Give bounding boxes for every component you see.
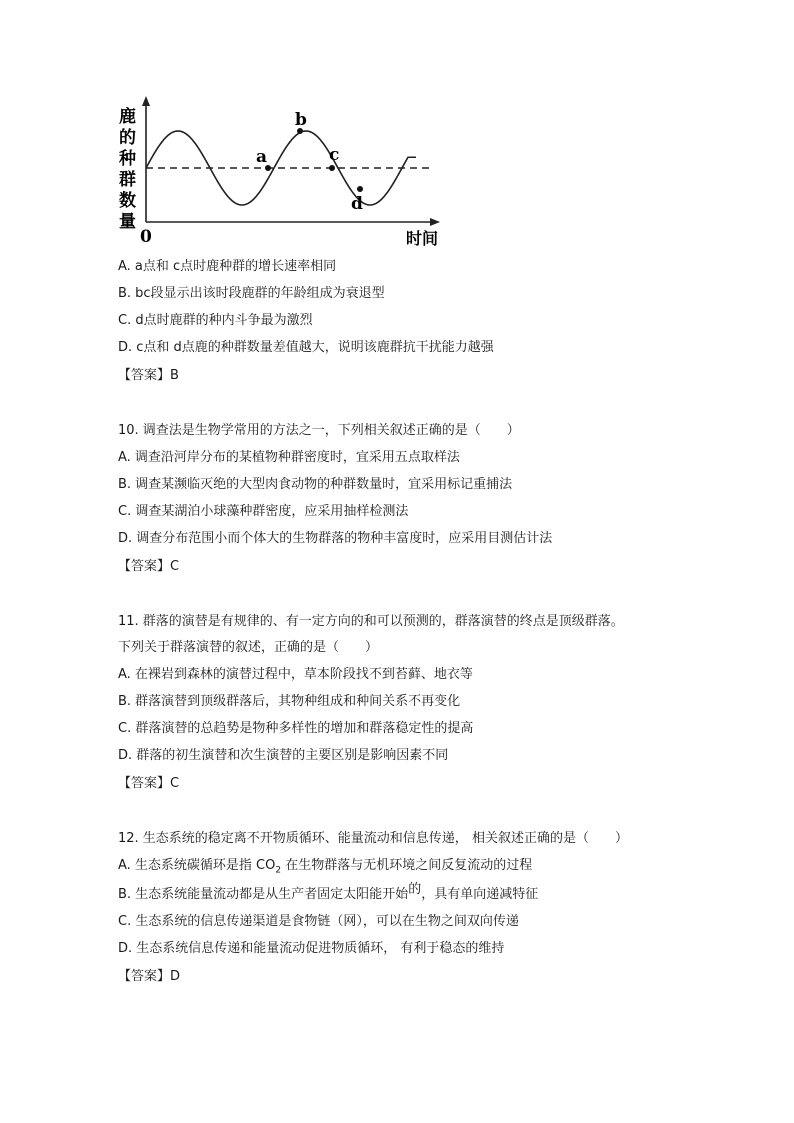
point-a-label: a bbox=[256, 147, 268, 167]
q12-option-b-text-rest: ，具有单向递减特征 bbox=[421, 887, 539, 902]
y-axis-label-char: 种 bbox=[119, 149, 136, 169]
y-axis-label-char: 鹿 bbox=[119, 107, 136, 127]
q9-answer: 【答案】B bbox=[118, 368, 179, 383]
q11-option-d: D. 群落的初生演替和次生演替的主要区别是影响因素不同 bbox=[118, 748, 449, 763]
q10-answer: 【答案】C bbox=[118, 559, 180, 574]
point-c-label: c bbox=[329, 145, 340, 165]
q11-option-c: C. 群落演替的总趋势是物种多样性的增加和群落稳定性的提高 bbox=[118, 721, 474, 736]
q12-option-b-raised: 的 bbox=[408, 882, 422, 897]
point-d-marker bbox=[357, 186, 363, 192]
q12-option-c: C. 生态系统的信息传递渠道是食物链（网），可以在生物之间双向传递 bbox=[118, 914, 519, 929]
point-b-label: b bbox=[295, 110, 307, 130]
q10-option-b: B. 调查某濒临灭绝的大型肉食动物的种群数量时，宜采用标记重捕法 bbox=[118, 477, 513, 492]
y-axis-arrow bbox=[142, 96, 150, 106]
point-d-label: d bbox=[351, 194, 363, 214]
x-axis-arrow bbox=[430, 218, 440, 226]
q10-stem: 10. 调查法是生物学常用的方法之一，下列相关叙述正确的是（ ） bbox=[118, 423, 520, 438]
q11-answer: 【答案】C bbox=[118, 776, 180, 791]
q9-option-c: C. d点时鹿群的种内斗争最为激烈 bbox=[118, 313, 313, 328]
q12-option-b bbox=[118, 882, 539, 904]
y-axis-label-char: 群 bbox=[119, 170, 136, 190]
q9-option-b: B. bc段显示出该时段鹿群的年龄组成为衰退型 bbox=[118, 286, 385, 301]
q10-option-c: C. 调查某湖泊小球藻种群密度，应采用抽样检测法 bbox=[118, 504, 409, 519]
q12-answer: 【答案】D bbox=[118, 969, 181, 984]
q11-option-a: A. 在裸岩到森林的演替过程中，草本阶段找不到苔藓、地衣等 bbox=[118, 667, 473, 682]
q11-option-b: B. 群落演替到顶级群落后，其物种组成和种间关系不再变化 bbox=[118, 694, 461, 709]
x-axis-label: 时间 bbox=[406, 229, 439, 248]
q12-option-b-text: B. 生态系统能量流动都是从生产者固定太阳能开始 bbox=[118, 887, 409, 902]
q12-option-a-subscript: 2 bbox=[275, 865, 282, 876]
q12-stem: 12. 生态系统的稳定离不开物质循环、能量流动和信息传递， 相关叙述正确的是（ ） bbox=[118, 831, 628, 846]
q12-option-a bbox=[118, 857, 532, 880]
q11-stem-line2: 下列关于群落演替的叙述，正确的是（ ） bbox=[118, 640, 379, 655]
q10-option-d: D. 调查分布范围小而个体大的生物群落的物种丰富度时，应采用目测估计法 bbox=[118, 531, 553, 546]
q12-option-a-text-rest: 在生物群落与无机环境之间反复流动的过程 bbox=[281, 858, 533, 873]
population-figure bbox=[112, 92, 452, 252]
q9-option-d: D. c点和 d点鹿的种群数量差值越大，说明该鹿群抗干扰能力越强 bbox=[118, 340, 494, 355]
point-c-marker bbox=[329, 165, 335, 171]
y-axis-label-char: 量 bbox=[119, 212, 136, 232]
origin-label: 0 bbox=[140, 227, 152, 247]
q12-option-a-text: A. 生态系统碳循环是指 CO bbox=[118, 858, 276, 873]
q9-option-a: A. a点和 c点时鹿种群的增长速率相同 bbox=[118, 259, 337, 274]
y-axis-label-char: 数 bbox=[119, 191, 136, 211]
y-axis-label-char: 的 bbox=[119, 128, 136, 148]
q11-stem-line1: 11. 群落的演替是有规律的、有一定方向的和可以预测的，群落演替的终点是顶级群落。 bbox=[118, 614, 624, 629]
q10-option-a: A. 调查沿河岸分布的某植物种群密度时，宜采用五点取样法 bbox=[118, 450, 460, 465]
q12-option-d: D. 生态系统信息传递和能量流动促进物质循环， 有利于稳态的维持 bbox=[118, 941, 505, 956]
